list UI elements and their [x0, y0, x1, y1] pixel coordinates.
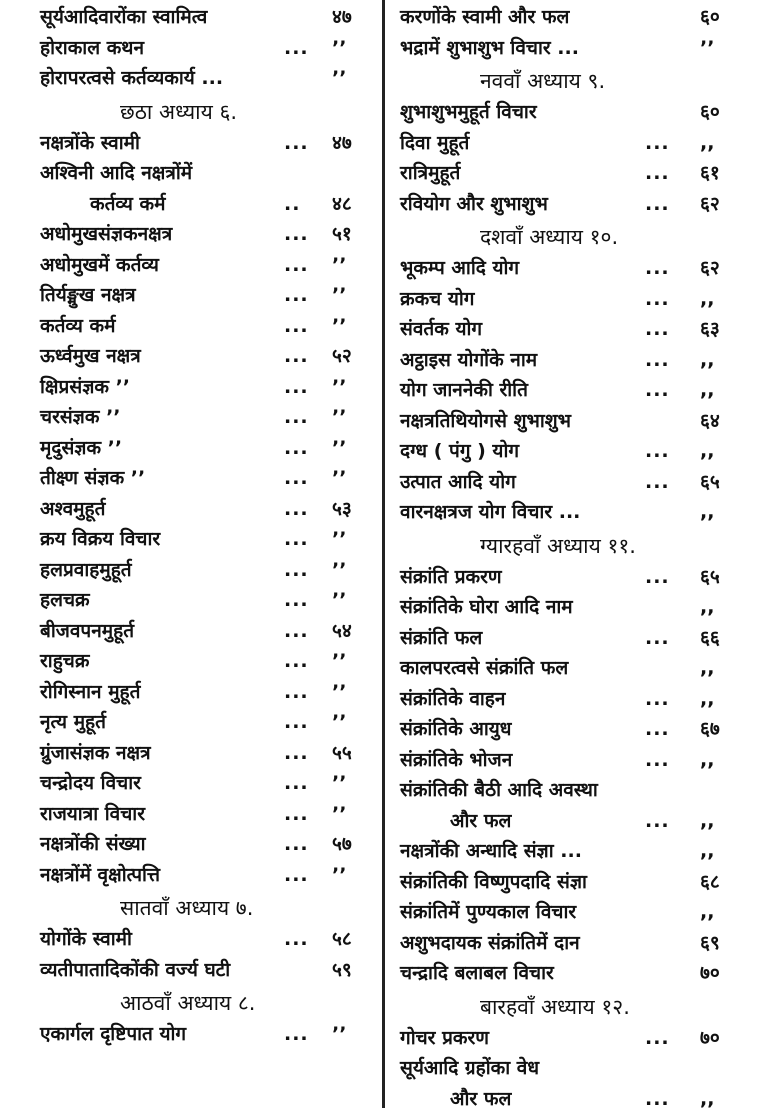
toc-entry	[400, 775, 750, 806]
entry-title: संक्रांतिकी बैठी आदि अवस्था	[400, 775, 598, 805]
page-number: ५३	[332, 494, 352, 524]
entry-title: व्यतीपातादिकोंकी वर्ज्य घटी	[40, 955, 230, 985]
leader-dots: ...	[645, 436, 670, 466]
leader-dots: ...	[284, 738, 309, 768]
leader-dots: ...	[645, 345, 670, 375]
toc-entry	[40, 311, 360, 342]
page-number: ’’	[332, 768, 346, 798]
page-number: ,,	[700, 436, 714, 466]
entry-title: उत्पात आदि योग	[400, 467, 516, 497]
entry-title: कर्तव्य कर्म	[40, 311, 116, 341]
entry-title: एकार्गल दृष्टिपात योग	[40, 1019, 186, 1049]
chapter-heading	[40, 94, 360, 128]
entry-title: नक्षत्रोंके स्वामी	[40, 128, 140, 158]
toc-entry	[40, 2, 360, 33]
page-number: ,,	[700, 745, 714, 775]
chapter-heading	[400, 528, 750, 562]
leader-dots: ...	[284, 860, 309, 890]
page-number: ’’	[332, 372, 346, 402]
toc-entry	[400, 314, 750, 345]
entry-title: संक्रांतिके भोजन	[400, 745, 512, 775]
page-number: ५४	[332, 616, 352, 646]
page-number: ’’	[332, 33, 346, 63]
page-number: ’’	[332, 1019, 346, 1049]
entry-title: राजयात्रा विचार	[40, 799, 145, 829]
toc-entry	[400, 1023, 750, 1054]
page-number: ६४	[700, 406, 720, 436]
toc-entry	[400, 128, 750, 159]
toc-entry	[400, 467, 750, 498]
page-number: ’’	[332, 646, 346, 676]
page-number: ५१	[332, 219, 352, 249]
page-number: ’’	[332, 280, 346, 310]
page-number: ७०	[700, 1023, 720, 1053]
entry-title: रात्रिमुहूर्त	[400, 158, 460, 188]
toc-entry	[40, 280, 360, 311]
column-divider	[382, 0, 385, 1108]
entry-title: दग्ध ( पंगु ) योग	[400, 436, 519, 466]
toc-entry	[40, 955, 360, 986]
entry-title: करणोंके स्वामी और फल	[400, 2, 569, 32]
toc-entry	[40, 494, 360, 525]
toc-entry	[400, 345, 750, 376]
entry-title: सूर्यआदि ग्रहोंका वेध	[400, 1053, 539, 1083]
entry-title: क्रय विक्रय विचार	[40, 524, 160, 554]
leader-dots: ...	[645, 1023, 670, 1053]
toc-entry	[40, 402, 360, 433]
toc-entry	[400, 158, 750, 189]
entry-title: अश्वमुहूर्त	[40, 494, 105, 524]
contents-right-column	[400, 2, 750, 1114]
page-number: ’’	[332, 555, 346, 585]
entry-title: तीक्ष्ण संज्ञक ’’	[40, 463, 145, 493]
entry-title: संक्रांति फल	[400, 623, 482, 653]
leader-dots: ...	[645, 284, 670, 314]
leader-dots: ...	[645, 253, 670, 283]
entry-title: अधोमुखमें कर्तव्य	[40, 250, 159, 280]
entry-title: क्रकच योग	[400, 284, 475, 314]
toc-entry	[40, 829, 360, 860]
leader-dots: ...	[284, 33, 309, 63]
toc-entry	[40, 463, 360, 494]
leader-dots: ...	[645, 189, 670, 219]
page-number: ’’	[332, 463, 346, 493]
page-number: ४७	[332, 128, 352, 158]
entry-title: ऊर्ध्वमुख नक्षत्र	[40, 341, 141, 371]
leader-dots: ...	[645, 806, 670, 836]
chapter-heading	[400, 989, 750, 1023]
entry-title: नृत्य मुहूर्त	[40, 707, 106, 737]
entry-title: नक्षत्रोंकी संख्या	[40, 829, 146, 859]
toc-entry	[40, 1019, 360, 1050]
leader-dots: ...	[284, 280, 309, 310]
entry-title: संक्रांति प्रकरण	[400, 562, 502, 592]
page-number: ७०	[700, 958, 720, 988]
page-number: ’’	[332, 433, 346, 463]
page-number: ’’	[332, 311, 346, 341]
entry-title: गोचर प्रकरण	[400, 1023, 489, 1053]
page-number: ६५	[700, 467, 720, 497]
toc-entry	[40, 219, 360, 250]
page-number: ५७	[332, 829, 352, 859]
entry-title: तिर्यङ्मुख नक्षत्र	[40, 280, 136, 310]
toc-entry	[40, 799, 360, 830]
entry-title: संक्रांतिमें पुण्यकाल विचार	[400, 897, 576, 927]
toc-entry	[400, 562, 750, 593]
toc-entry	[400, 97, 750, 128]
toc-entry	[40, 128, 360, 159]
page-number: ,,	[700, 592, 714, 622]
entry-title: अट्ठाइस योगोंके नाम	[400, 345, 537, 375]
entry-title: नक्षत्रोंमें वृक्षोत्पत्ति	[40, 860, 160, 890]
page-number: ४८	[332, 189, 352, 219]
page-number: ६७	[700, 714, 720, 744]
page-number: ’’	[332, 707, 346, 737]
chapter-heading	[40, 985, 360, 1019]
chapter-title: आठवाँ अध्याय ८.	[120, 985, 255, 1021]
entry-title: चरसंज्ञक ’’	[40, 402, 121, 432]
entry-title: दिवा मुहूर्त	[400, 128, 469, 158]
leader-dots: ...	[645, 128, 670, 158]
entry-title: चन्द्रोदय विचार	[40, 768, 141, 798]
leader-dots: ...	[284, 219, 309, 249]
page-number: ६२	[700, 253, 720, 283]
entry-title: संक्रांतिकी विष्णुपदादि संज्ञा	[400, 867, 587, 897]
page-number: ५८	[332, 924, 352, 954]
toc-entry	[40, 372, 360, 403]
entry-title: क्षिप्रसंज्ञक ’’	[40, 372, 130, 402]
entry-title: राहुचक्र	[40, 646, 89, 676]
page-number: ’’	[332, 63, 346, 93]
toc-entry	[400, 958, 750, 989]
leader-dots: ...	[645, 745, 670, 775]
page-number: ’’	[332, 250, 346, 280]
page-number: ’’	[332, 585, 346, 615]
leader-dots: ...	[645, 684, 670, 714]
leader-dots: ...	[645, 158, 670, 188]
leader-dots: ...	[645, 467, 670, 497]
entry-title: सूर्यआदिवारोंका स्वामित्व	[40, 2, 207, 32]
entry-title: होरापरत्वसे कर्तव्यकार्य ...	[40, 63, 223, 93]
entry-title: नक्षत्रतिथियोगसे शुभाशुभ	[400, 406, 571, 436]
leader-dots: ...	[284, 768, 309, 798]
chapter-heading	[40, 890, 360, 924]
leader-dots: ...	[284, 924, 309, 954]
page-number: ६१	[700, 158, 720, 188]
toc-entry	[400, 189, 750, 220]
leader-dots: ...	[645, 714, 670, 744]
page-number: ६०	[700, 97, 720, 127]
toc-entry	[400, 1084, 750, 1114]
contents-left-column	[40, 2, 360, 1050]
page-number: ,,	[700, 684, 714, 714]
leader-dots: ...	[284, 494, 309, 524]
chapter-title: सातवाँ अध्याय ७.	[120, 890, 253, 926]
page-number: ६५	[700, 562, 720, 592]
entry-title: संक्रांतिके घोरा आदि नाम	[400, 592, 573, 622]
entry-title: हलचक्र	[40, 585, 90, 615]
chapter-title: दशवाँ अध्याय १०.	[480, 219, 618, 255]
toc-entry	[400, 1053, 750, 1084]
toc-entry	[400, 928, 750, 959]
entry-title: भूकम्प आदि योग	[400, 253, 519, 283]
leader-dots: ...	[284, 524, 309, 554]
page-number: ,,	[700, 497, 714, 527]
entry-title: बीजवपनमुहूर्त	[40, 616, 134, 646]
entry-title: रोगिस्नान मुहूर्त	[40, 677, 140, 707]
chapter-title: छठा अध्याय ६.	[120, 94, 237, 130]
leader-dots: ...	[284, 341, 309, 371]
leader-dots: ...	[645, 1084, 670, 1114]
toc-entry	[40, 677, 360, 708]
leader-dots: ...	[645, 562, 670, 592]
entry-title: हलप्रवाहमुहूर्त	[40, 555, 132, 585]
toc-entry	[400, 806, 750, 837]
leader-dots: ...	[284, 463, 309, 493]
entry-title: मृदुसंज्ञक ’’	[40, 433, 122, 463]
toc-entry	[40, 707, 360, 738]
page-number: ६९	[700, 928, 720, 958]
toc-entry	[40, 738, 360, 769]
page-number: ४७	[332, 2, 352, 32]
toc-entry	[400, 592, 750, 623]
page-number: ,,	[700, 128, 714, 158]
toc-entry	[400, 653, 750, 684]
page-number: ’’	[332, 677, 346, 707]
leader-dots: ...	[284, 829, 309, 859]
toc-entry	[40, 433, 360, 464]
entry-title: अधोमुखसंज्ञकनक्षत्र	[40, 219, 172, 249]
leader-dots: ...	[284, 677, 309, 707]
entry-title: अश्विनी आदि नक्षत्रोंमें	[40, 158, 192, 188]
page-number: ,,	[700, 897, 714, 927]
toc-entry	[400, 867, 750, 898]
entry-title: संक्रांतिके वाहन	[400, 684, 505, 714]
leader-dots: ...	[284, 707, 309, 737]
leader-dots: ...	[284, 372, 309, 402]
page-number: ’’	[332, 799, 346, 829]
entry-title: भद्रामें शुभाशुभ विचार ...	[400, 33, 579, 63]
page-number: ’’	[332, 524, 346, 554]
page-number: ,,	[700, 1084, 714, 1114]
leader-dots: ...	[284, 616, 309, 646]
entry-title: ग्रुंजासंज्ञक नक्षत्र	[40, 738, 151, 768]
leader-dots: ...	[284, 402, 309, 432]
page-number: ,,	[700, 345, 714, 375]
leader-dots: ...	[645, 314, 670, 344]
chapter-title: नववाँ अध्याय ९.	[480, 63, 605, 99]
entry-title: रवियोग और शुभाशुभ	[400, 189, 548, 219]
page-number: ,,	[700, 806, 714, 836]
leader-dots: ...	[284, 250, 309, 280]
toc-entry	[400, 623, 750, 654]
entry-title: और फल	[450, 1084, 511, 1114]
entry-title: शुभाशुभमुहूर्त विचार	[400, 97, 537, 127]
toc-entry	[400, 714, 750, 745]
toc-entry	[400, 684, 750, 715]
entry-title: योगोंके स्वामी	[40, 924, 132, 954]
leader-dots: ...	[645, 375, 670, 405]
page-number: ,,	[700, 284, 714, 314]
entry-title: चन्द्रादि बलाबल विचार	[400, 958, 554, 988]
toc-entry	[400, 253, 750, 284]
leader-dots: ...	[284, 128, 309, 158]
toc-entry	[40, 250, 360, 281]
toc-entry	[40, 768, 360, 799]
leader-dots: ...	[284, 799, 309, 829]
entry-title: कर्तव्य कर्म	[90, 189, 166, 219]
entry-title: और फल	[450, 806, 511, 836]
entry-title: वारनक्षत्रज योग विचार ...	[400, 497, 580, 527]
toc-entry	[40, 189, 360, 220]
chapter-title: बारहवाँ अध्याय १२.	[480, 989, 630, 1025]
entry-title: अशुभदायक संक्रांतिमें दान	[400, 928, 580, 958]
toc-entry	[400, 284, 750, 315]
toc-entry	[40, 33, 360, 64]
page-number: ५२	[332, 341, 352, 371]
leader-dots: ...	[284, 1019, 309, 1049]
toc-entry	[40, 158, 360, 189]
page-number: ’’	[332, 860, 346, 890]
chapter-heading	[400, 63, 750, 97]
page-number: ,,	[700, 836, 714, 866]
leader-dots: ...	[645, 623, 670, 653]
toc-entry	[40, 860, 360, 891]
chapter-heading	[400, 219, 750, 253]
page-number: ,,	[700, 375, 714, 405]
page-number: ६२	[700, 189, 720, 219]
page-number: ’’	[700, 33, 714, 63]
entry-title: संवर्तक योग	[400, 314, 482, 344]
leader-dots: ..	[284, 189, 300, 219]
toc-entry	[40, 63, 360, 94]
leader-dots: ...	[284, 585, 309, 615]
entry-title: नक्षत्रोंकी अन्धादि संज्ञा ...	[400, 836, 582, 866]
page-number: ६०	[700, 2, 720, 32]
toc-entry	[40, 585, 360, 616]
entry-title: कालपरत्वसे संक्रांति फल	[400, 653, 568, 683]
entry-title: योग जाननेकी रीति	[400, 375, 528, 405]
page-number: ६६	[700, 623, 720, 653]
toc-entry	[400, 836, 750, 867]
page-number: ,,	[700, 653, 714, 683]
toc-entry	[400, 406, 750, 437]
toc-entry	[400, 375, 750, 406]
toc-entry	[400, 2, 750, 33]
toc-entry	[400, 497, 750, 528]
toc-entry	[400, 33, 750, 64]
toc-entry	[400, 897, 750, 928]
chapter-title: ग्यारहवाँ अध्याय ११.	[480, 528, 636, 564]
toc-entry	[40, 646, 360, 677]
page-number: ६३	[700, 314, 720, 344]
leader-dots: ...	[284, 646, 309, 676]
page-number: ६८	[700, 867, 720, 897]
page-number: ’’	[332, 402, 346, 432]
page-number: ५९	[332, 955, 352, 985]
toc-entry	[40, 341, 360, 372]
leader-dots: ...	[284, 311, 309, 341]
toc-entry	[40, 524, 360, 555]
toc-entry	[400, 436, 750, 467]
toc-entry	[40, 616, 360, 647]
leader-dots: ...	[284, 555, 309, 585]
toc-entry	[400, 745, 750, 776]
entry-title: संक्रांतिके आयुध	[400, 714, 511, 744]
toc-entry	[40, 555, 360, 586]
leader-dots: ...	[284, 433, 309, 463]
page-number: ५५	[332, 738, 352, 768]
toc-entry	[40, 924, 360, 955]
entry-title: होराकाल कथन	[40, 33, 144, 63]
